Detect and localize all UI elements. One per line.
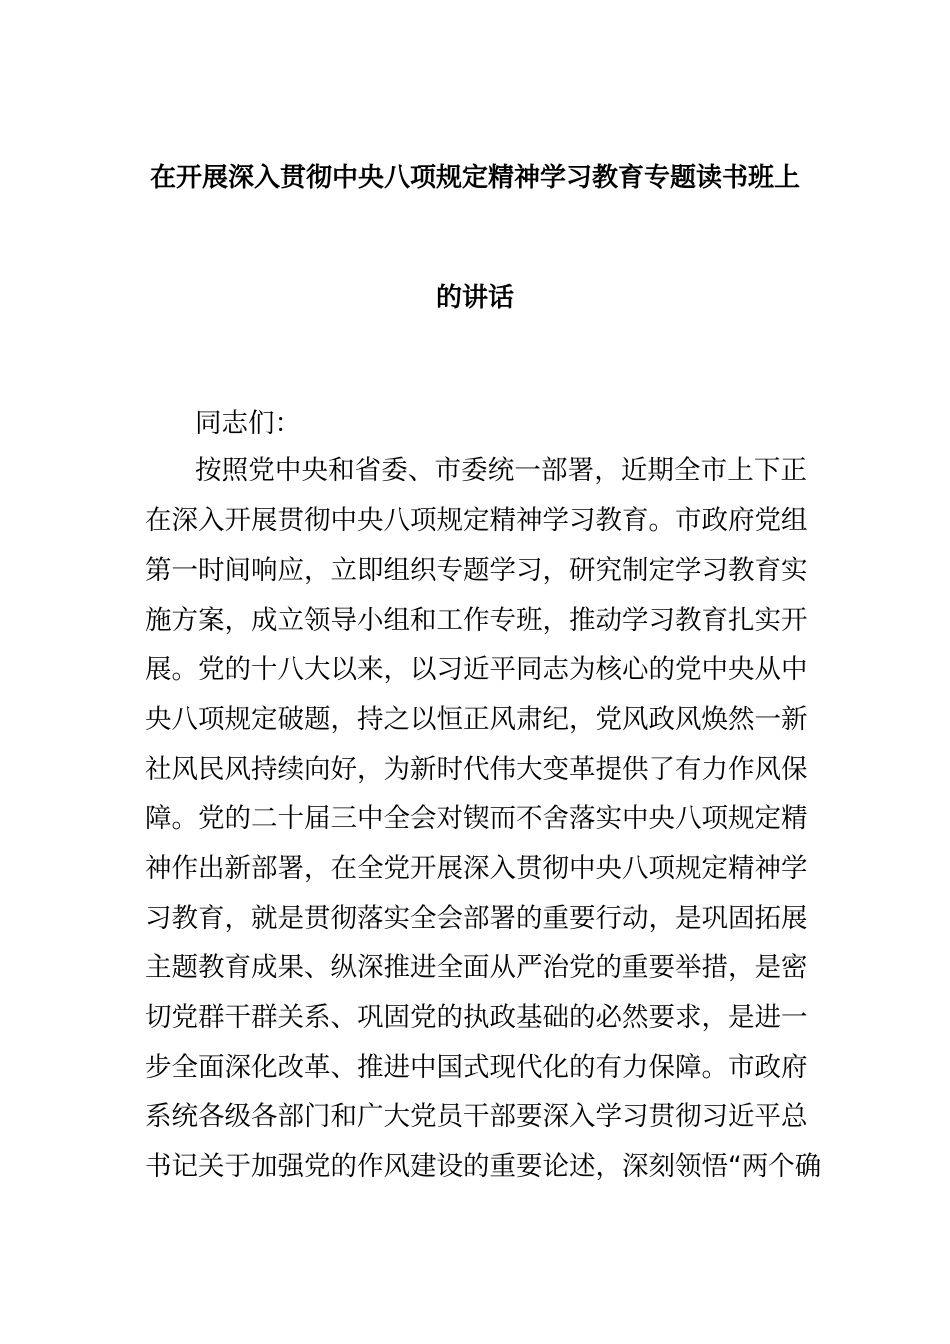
paragraph-line: 主题教育成果、纵深推进全面从严治党的重要举措，是密 [145, 952, 808, 983]
paragraph-line: 神作出新部署，在全党开展深入贯彻中央八项规定精神学 [145, 853, 808, 884]
salutation: 同志们： [195, 408, 301, 439]
paragraph-line: 施方案，成立领导小组和工作专班，推动学习教育扎实开 [145, 605, 808, 636]
document-title-line-2: 的讲话 [435, 283, 514, 313]
paragraph-line: 系统各级各部门和广大党员干部要深入学习贯彻习近平总 [145, 1101, 808, 1132]
paragraph-line: 社风民风持续向好，为新时代伟大变革提供了有力作风保 [145, 754, 808, 785]
paragraph-line: 步全面深化改革、推进中国式现代化的有力保障。市政府 [145, 1052, 808, 1083]
document-title-line-1: 在开展深入贯彻中央八项规定精神学习教育专题读书班上 [149, 163, 800, 193]
paragraph-line: 按照党中央和省委、市委统一部署，近期全市上下正 [195, 455, 807, 486]
paragraph-line: 展。党的十八大以来，以习近平同志为核心的党中央从中 [145, 654, 808, 685]
paragraph-line: 央八项规定破题，持之以恒正风肃纪，党风政风焕然一新 [145, 704, 808, 735]
paragraph-line: 书记关于加强党的作风建设的重要论述，深刻领悟“两个确 [145, 1151, 822, 1182]
paragraph-line: 在深入开展贯彻中央八项规定精神学习教育。市政府党组 [145, 505, 808, 536]
paragraph-line: 第一时间响应，立即组织专题学习，研究制定学习教育实 [145, 555, 808, 586]
paragraph-line: 切党群干群关系、巩固党的执政基础的必然要求，是进一 [145, 1002, 808, 1033]
paragraph-line: 习教育，就是贯彻落实全会部署的重要行动，是巩固拓展 [145, 903, 808, 934]
paragraph-line: 障。党的二十届三中全会对锲而不舍落实中央八项规定精 [145, 803, 808, 834]
